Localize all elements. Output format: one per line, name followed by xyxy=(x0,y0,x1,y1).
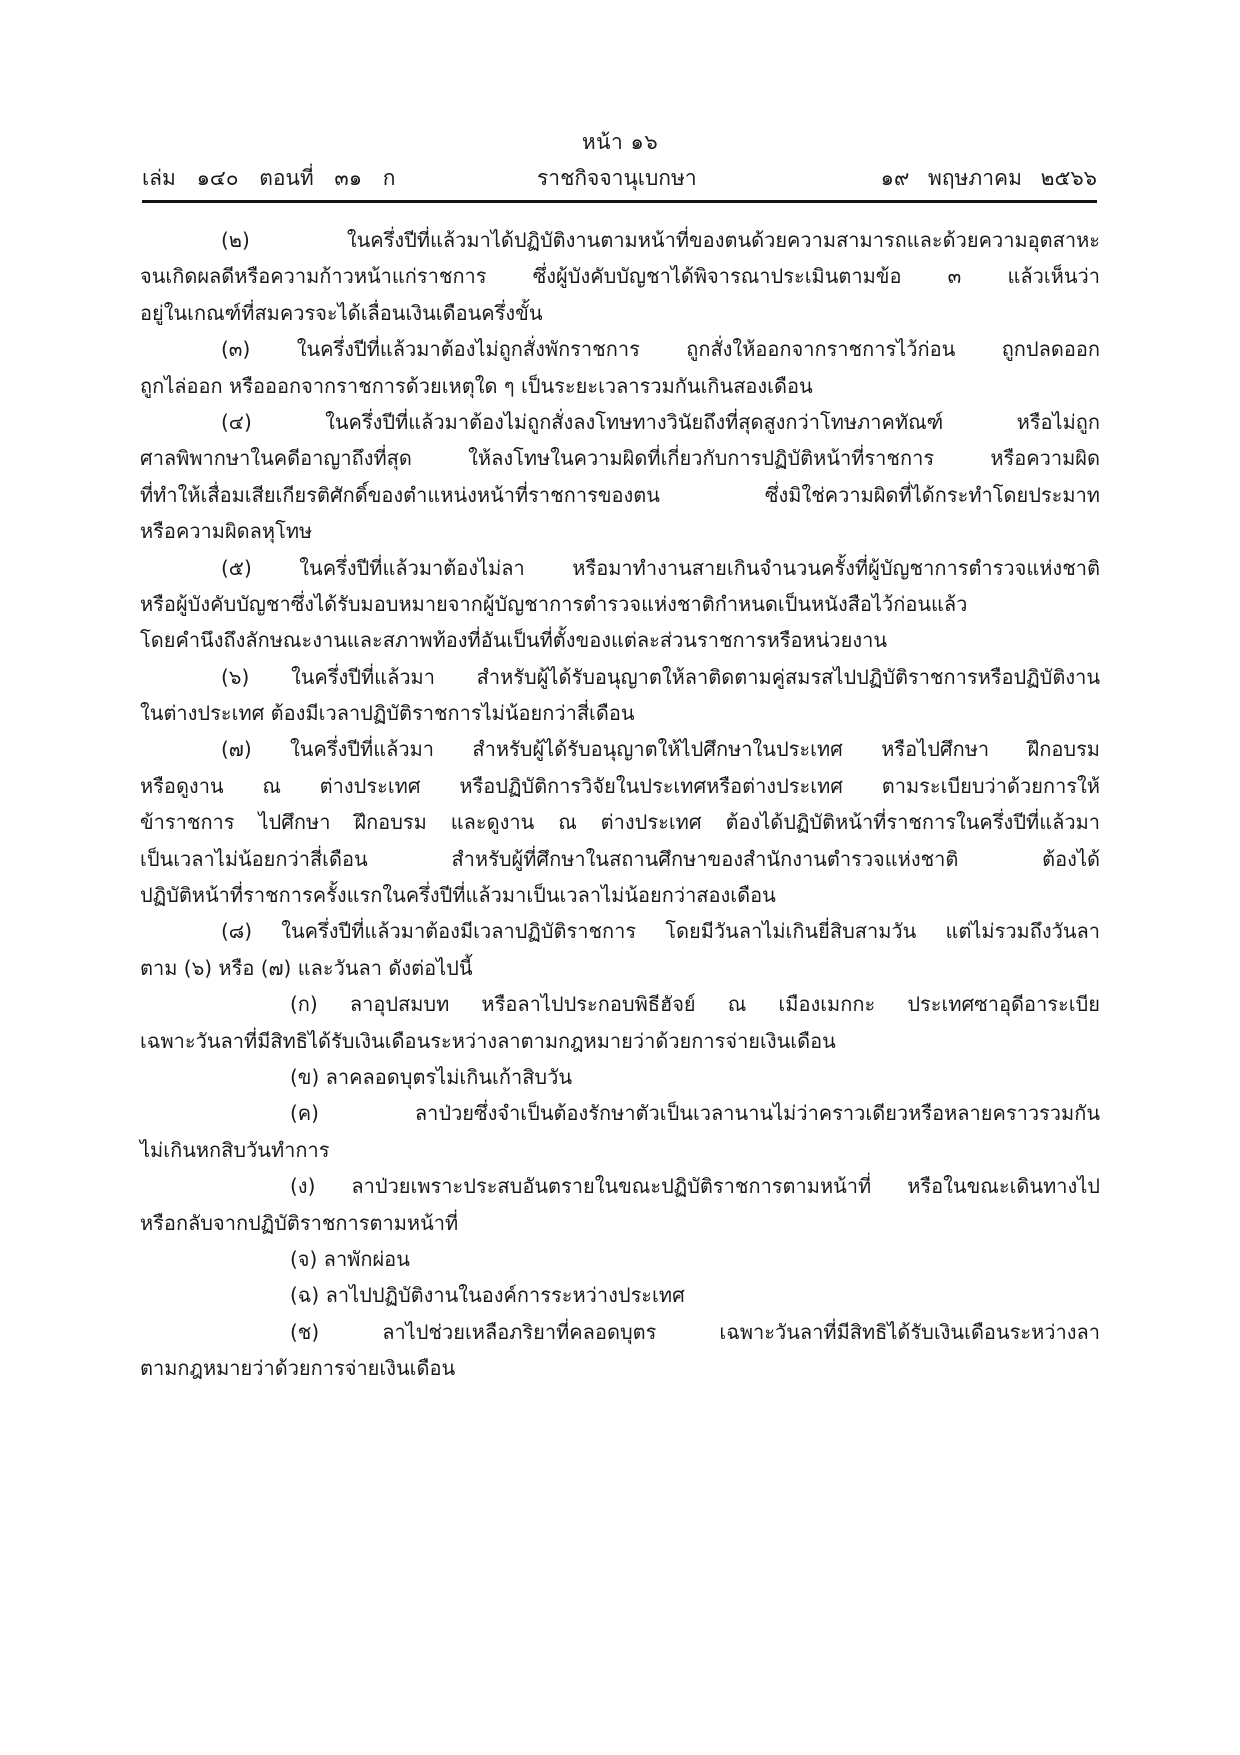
text-line-content: ตามกฎหมายว่าด้วยการจ่ายเงินเดือน xyxy=(140,1356,456,1381)
text-line xyxy=(140,222,1100,258)
text-line xyxy=(140,1241,1100,1277)
text-line-content: (ง) ลาป่วยเพราะประสบอันตรายในขณะปฏิบัติราชการตามหน้าที่ หรือในขณะเดินทางไป xyxy=(290,1174,1100,1199)
text-line-content: โดยคำนึงถึงลักษณะงานและสภาพท้องที่อันเป็นที่ตั้งของแต่ละส่วนราชการหรือหน่วยงาน xyxy=(140,628,888,653)
header-divider xyxy=(142,200,1097,203)
text-line xyxy=(140,695,1100,731)
text-line-content: ปฏิบัติหน้าที่ราชการครั้งแรกในครึ่งปีที่แล้วมาเป็นเวลาไม่น้อยกว่าสองเดือน xyxy=(140,883,776,908)
text-line xyxy=(140,768,1100,804)
text-line xyxy=(140,1168,1100,1204)
text-line xyxy=(140,331,1100,367)
text-line-content: (๔) ในครึ่งปีที่แล้วมาต้องไม่ถูกสั่งลงโทษทางวินัยถึงที่สุดสูงกว่าโทษภาคทัณฑ์ หรือไม่ถูก xyxy=(221,409,1100,434)
text-line-content: อยู่ในเกณฑ์ที่สมควรจะได้เลื่อนเงินเดือนครึ่งขั้น xyxy=(140,300,543,325)
text-line xyxy=(140,804,1100,840)
text-line xyxy=(140,1095,1100,1131)
text-line xyxy=(140,1132,1100,1168)
text-line xyxy=(140,1059,1100,1095)
text-line xyxy=(140,586,1100,622)
text-line xyxy=(140,841,1100,877)
publication-title: ราชกิจจานุเบกษา xyxy=(537,166,697,190)
text-line xyxy=(140,1023,1100,1059)
page-number: หน้า ๑๖ xyxy=(581,130,659,154)
text-line xyxy=(140,1277,1100,1313)
text-line-content: หรือกลับจากปฏิบัติราชการตามหน้าที่ xyxy=(140,1210,459,1235)
text-line xyxy=(140,295,1100,331)
text-line xyxy=(140,659,1100,695)
text-line-content: (จ) ลาพักผ่อน xyxy=(290,1246,410,1271)
text-line-content: ข้าราชการ ไปศึกษา ฝึกอบรม และดูงาน ณ ต่างประเทศ ต้องได้ปฏิบัติหน้าที่ราชการในครึ่งปีที่แล้วมา xyxy=(140,810,1100,835)
text-line-content: (๓) ในครึ่งปีที่แล้วมาต้องไม่ถูกสั่งพักราชการ ถูกสั่งให้ออกจากราชการไว้ก่อน ถูกปลดออก xyxy=(221,337,1100,362)
text-line-content: (ก) ลาอุปสมบท หรือลาไปประกอบพิธีฮัจย์ ณ เมืองเมกกะ ประเทศซาอุดีอาระเบีย xyxy=(290,992,1100,1017)
text-line xyxy=(140,477,1100,513)
text-line xyxy=(140,622,1100,658)
text-line-content: จนเกิดผลดีหรือความก้าวหน้าแก่ราชการ ซึ่งผู้บังคับบัญชาได้พิจารณาประเมินตามข้อ ๓ แล้วเห็นว่า xyxy=(140,264,1100,289)
text-line xyxy=(140,986,1100,1022)
text-line-content: ตาม (๖) หรือ (๗) และวันลา ดังต่อไปนี้ xyxy=(140,955,473,980)
text-line-content: (๗) ในครึ่งปีที่แล้วมา สำหรับผู้ได้รับอนุญาตให้ไปศึกษาในประเทศ หรือไปศึกษา ฝึกอบรม xyxy=(221,737,1100,762)
text-line-content: (๕) ในครึ่งปีที่แล้วมาต้องไม่ลา หรือมาทำงานสายเกินจำนวนครั้งที่ผู้บัญชาการตำรวจแห่งชาติ xyxy=(221,555,1100,580)
text-line-content: ไม่เกินหกสิบวันทำการ xyxy=(140,1137,330,1162)
text-line-content: เป็นเวลาไม่น้อยกว่าสี่เดือน สำหรับผู้ที่ศึกษาในสถานศึกษาของสำนักงานตำรวจแห่งชาติ ต้องได้ xyxy=(140,846,1100,871)
text-line xyxy=(140,513,1100,549)
text-line xyxy=(140,550,1100,586)
text-line xyxy=(140,1205,1100,1241)
text-line-content: เฉพาะวันลาที่มีสิทธิได้รับเงินเดือนระหว่างลาตามกฎหมายว่าด้วยการจ่ายเงินเดือน xyxy=(140,1028,836,1053)
text-line xyxy=(140,913,1100,949)
text-line xyxy=(140,731,1100,767)
text-line-content: ศาลพิพากษาในคดีอาญาถึงที่สุด ให้ลงโทษในความผิดที่เกี่ยวกับการปฏิบัติหน้าที่ราชการ หรือความผิด xyxy=(140,446,1100,471)
text-line-content: ที่ทำให้เสื่อมเสียเกียรติศักดิ์ของตำแหน่งหน้าที่ราชการของตน ซึ่งมิใช่ความผิดที่ได้กระทำโดยประมาท xyxy=(140,482,1100,507)
text-line xyxy=(140,1314,1100,1350)
text-line-content: (๘) ในครึ่งปีที่แล้วมาต้องมีเวลาปฏิบัติราชการ โดยมีวันลาไม่เกินยี่สิบสามวัน แต่ไม่รวมถึงวันลา xyxy=(221,919,1100,944)
text-line-content: ถูกไล่ออก หรือออกจากราชการด้วยเหตุใด ๆ เป็นระยะเวลารวมกันเกินสองเดือน xyxy=(140,373,813,398)
text-line-content: หรือความผิดลหุโทษ xyxy=(140,519,313,544)
text-line-content: หรือผู้บังคับบัญชาซึ่งได้รับมอบหมายจากผู้บัญชาการตำรวจแห่งชาติกำหนดเป็นหนังสือไว้ก่อนแล้ว xyxy=(140,591,968,616)
text-line xyxy=(140,404,1100,440)
text-line-content: หรือดูงาน ณ ต่างประเทศ หรือปฏิบัติการวิจัยในประเทศหรือต่างประเทศ ตามระเบียบว่าด้วยการให้ xyxy=(140,773,1100,798)
volume-issue: เล่ม ๑๔๐ ตอนที่ ๓๑ ก xyxy=(142,166,396,190)
text-line-content: (๖) ในครึ่งปีที่แล้วมา สำหรับผู้ได้รับอนุญาตให้ลาติดตามคู่สมรสไปปฏิบัติราชการหรือปฏิบัติงาน xyxy=(221,664,1100,689)
text-line xyxy=(140,440,1100,476)
text-line-content: (ฉ) ลาไปปฏิบัติงานในองค์การระหว่างประเทศ xyxy=(290,1283,685,1308)
publication-date: ๑๙ พฤษภาคม ๒๕๖๖ xyxy=(880,166,1097,190)
text-line-content: (ช) ลาไปช่วยเหลือภริยาที่คลอดบุตร เฉพาะวันลาที่มีสิทธิได้รับเงินเดือนระหว่างลา xyxy=(290,1319,1100,1344)
text-line-content: (ค) ลาป่วยซึ่งจำเป็นต้องรักษาตัวเป็นเวลานานไม่ว่าคราวเดียวหรือหลายคราวรวมกัน xyxy=(290,1101,1100,1126)
text-line xyxy=(140,950,1100,986)
text-line-content: (๒) ในครึ่งปีที่แล้วมาได้ปฏิบัติงานตามหน้าที่ของตนด้วยความสามารถและด้วยความอุตสาหะ xyxy=(221,228,1100,252)
text-line-content: ในต่างประเทศ ต้องมีเวลาปฏิบัติราชการไม่น้อยกว่าสี่เดือน xyxy=(140,701,635,726)
document-body xyxy=(140,222,1100,1387)
text-line xyxy=(140,368,1100,404)
text-line xyxy=(140,258,1100,294)
text-line xyxy=(140,1350,1100,1386)
text-line xyxy=(140,877,1100,913)
running-header xyxy=(142,162,1097,192)
text-line-content: (ข) ลาคลอดบุตรไม่เกินเก้าสิบวัน xyxy=(290,1064,573,1089)
